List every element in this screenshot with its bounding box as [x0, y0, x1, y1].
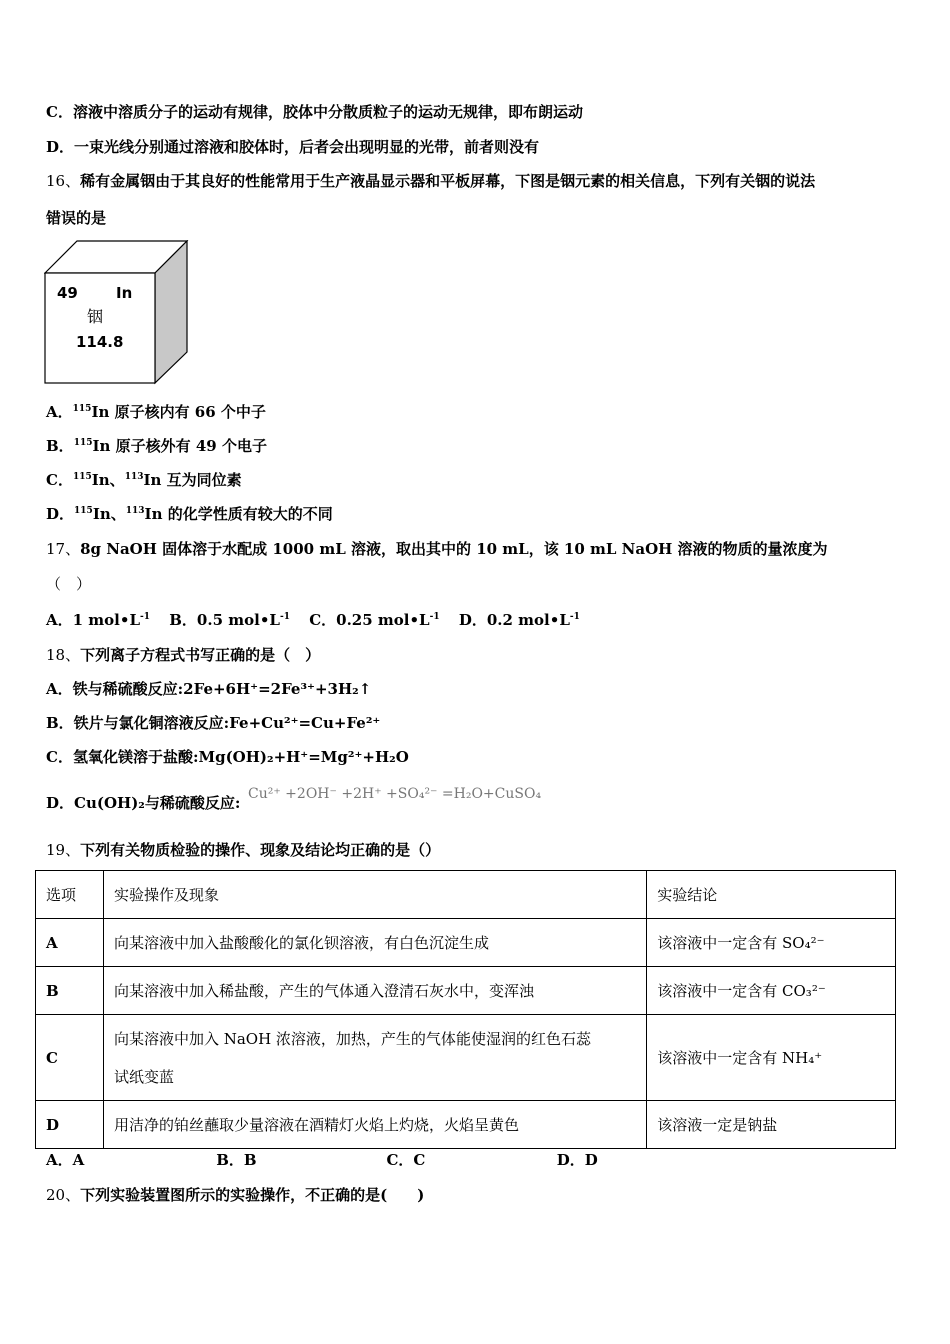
q20-stem: 20、下列实验装置图所示的实验操作，不正确的是( ) — [46, 1186, 425, 1204]
q19-table — [35, 870, 896, 1149]
q16-stem-line2: 错误的是 — [46, 209, 107, 227]
element-atomic-number: 49 — [57, 284, 78, 302]
q18-option-c: C．氢氧化镁溶于盐酸:Mg(OH)₂+H⁺=Mg²⁺+H₂O — [46, 748, 409, 766]
q16-option-a: A．$^{115}$In 原子核内有 66 个中子 — [46, 403, 266, 421]
table-cell-conclusion: 该溶液中一定含有 SO₄²⁻ — [647, 919, 896, 967]
q19-stem: 19、下列有关物质检验的操作、现象及结论均正确的是（） — [46, 841, 441, 859]
q18-option-d: D．Cu(OH)₂与稀硫酸反应: — [46, 794, 241, 812]
table-row — [36, 967, 896, 1015]
indium-element-card — [44, 240, 192, 388]
table-cell-option: B — [36, 967, 104, 1015]
q16-stem-text: 稀有金属铟由于其良好的性能常用于生产液晶显示器和平板屏幕，下图是铟元素的相关信息，下列有关铟的说法 — [80, 172, 816, 190]
table-row — [36, 1015, 896, 1101]
q19-answer-b: B．B — [216, 1151, 257, 1169]
q18-option-d-equation: Cu²⁺ +2OH⁻ +2H⁺ +SO₄²⁻ =H₂O+CuSO₄ — [248, 786, 542, 802]
q19-answer-d: D．D — [556, 1151, 598, 1169]
q18-option-b: B．铁片与氯化铜溶液反应:Fe+Cu²⁺=Cu+Fe²⁺ — [46, 714, 381, 732]
table-cell-conclusion: 该溶液中一定含有 NH₄⁺ — [647, 1015, 896, 1101]
q16-option-b: B．$^{115}$In 原子核外有 49 个电子 — [46, 437, 267, 455]
q19-answer-a: A．A — [46, 1151, 85, 1169]
q16-option-c: C．$^{115}$In、$^{113}$In 互为同位素 — [46, 471, 242, 489]
q19-answers — [46, 1150, 598, 1170]
q18-option-a: A．铁与稀硫酸反应:2Fe+6H⁺=2Fe³⁺+3H₂↑ — [46, 680, 372, 698]
q17-options — [46, 610, 580, 630]
element-symbol: In — [116, 284, 133, 302]
table-header: 选项 — [36, 871, 104, 919]
table-header: 实验操作及现象 — [103, 871, 646, 919]
q17-option-a: A．1 $mol•L^{-1}$ — [46, 611, 151, 629]
q16-stem — [46, 171, 815, 191]
table-cell-conclusion: 该溶液中一定含有 CO₃²⁻ — [647, 967, 896, 1015]
table-row — [36, 919, 896, 967]
q19-answer-c: C．C — [386, 1151, 426, 1169]
q18-stem: 18、下列离子方程式书写正确的是（ ） — [46, 646, 321, 664]
q16-number: 16、 — [46, 172, 81, 190]
q17-option-c: C．0.25 $mol•L^{-1}$ — [309, 611, 440, 629]
table-cell-option: D — [36, 1101, 104, 1149]
q15-option-d: D．一束光线分别通过溶液和胶体时，后者会出现明显的光带，前者则没有 — [46, 138, 540, 156]
q17-option-b: B．0.5 $mol•L^{-1}$ — [169, 611, 290, 629]
table-header-row — [36, 871, 896, 919]
table-cell-operation: 用洁净的铂丝蘸取少量溶液在酒精灯火焰上灼烧，火焰呈黄色 — [103, 1101, 646, 1149]
q17-paren: （ ） — [46, 575, 92, 593]
table-cell-operation: 向某溶液中加入稀盐酸，产生的气体通入澄清石灰水中，变浑浊 — [103, 967, 646, 1015]
table-cell-operation: 向某溶液中加入 NaOH 浓溶液，加热，产生的气体能使湿润的红色石蕊 试纸变蓝 — [103, 1015, 646, 1101]
q17-option-d: D．0.2 $mol•L^{-1}$ — [458, 611, 580, 629]
q15-option-c: C．溶液中溶质分子的运动有规律，胶体中分散质粒子的运动无规律，即布朗运动 — [46, 103, 583, 121]
table-header: 实验结论 — [647, 871, 896, 919]
table-cell-conclusion: 该溶液一定是钠盐 — [647, 1101, 896, 1149]
q16-option-d: D．$^{115}$In、$^{113}$In 的化学性质有较大的不同 — [46, 505, 333, 523]
element-atomic-mass: 114.8 — [76, 333, 124, 351]
table-cell-operation: 向某溶液中加入盐酸酸化的氯化钡溶液，有白色沉淀生成 — [103, 919, 646, 967]
q17-number: 17、 — [46, 540, 81, 558]
table-cell-option: A — [36, 919, 104, 967]
element-name: 铟 — [87, 307, 104, 326]
q17-stem: 17、8g NaOH 固体溶于水配成 1000 mL 溶液，取出其中的 10 mL，该 10 mL NaOH 溶液的物质的量浓度为 — [46, 540, 828, 558]
table-cell-option: C — [36, 1015, 104, 1101]
table-row — [36, 1101, 896, 1149]
